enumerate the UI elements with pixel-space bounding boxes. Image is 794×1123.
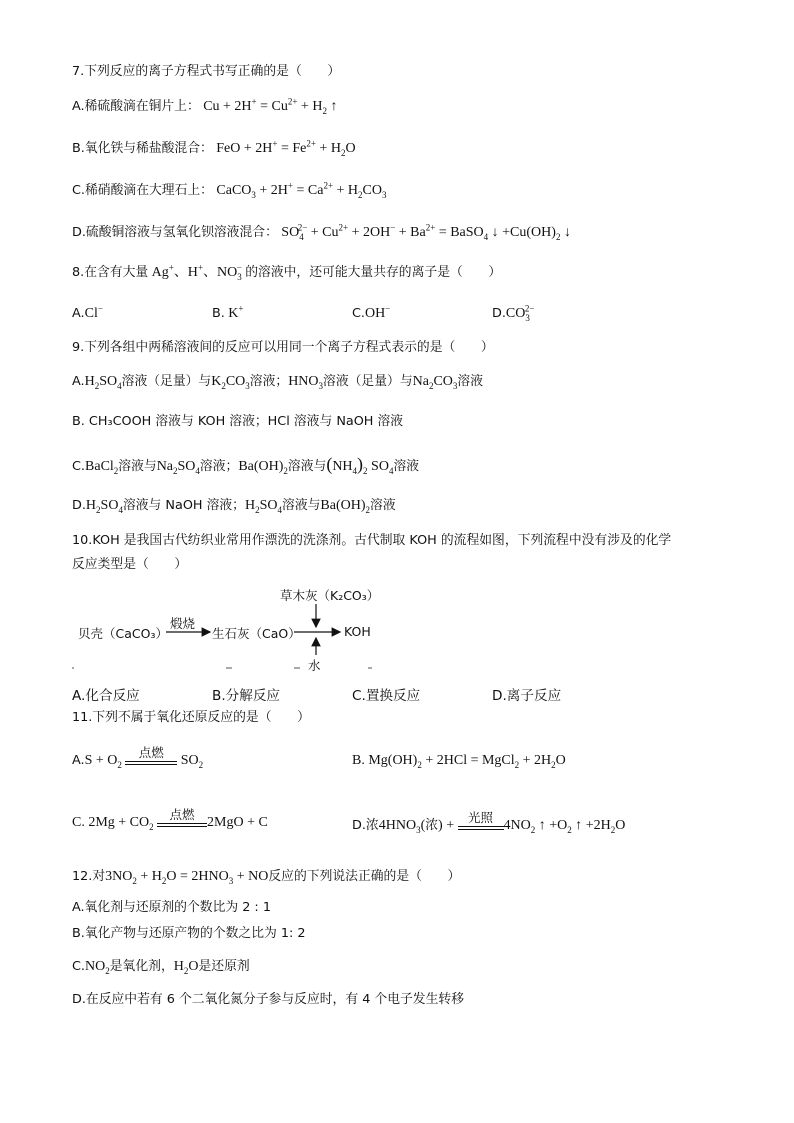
q9-a-text-3: 溶液（足量）与 <box>323 374 413 389</box>
q12-c-text-1: 是氧化剂， <box>109 959 174 974</box>
q10-option-d: D.离子反应 <box>492 688 562 704</box>
q9-c-text-4: 溶液 <box>393 459 420 474</box>
q7-option-b <box>72 138 356 159</box>
q9-c-text-2: 溶液； <box>199 459 239 474</box>
q8-a-label: A. <box>72 306 85 321</box>
q11-option-a: $A.S + O_2$ 点燃 $SO_2$ <box>72 745 204 770</box>
ignite-label: 点燃 <box>169 807 195 822</box>
q12-stem: 12.对$3NO_2 + H_2O = 2HNO_3$ + NO反应的下列说法正确的是（ ） <box>72 869 461 886</box>
q10-stem-line-2: 反应类型是（ ） <box>72 557 188 572</box>
q12-option-c: $C.NO_2$是氧化剂，$H_2O$是还原剂 <box>72 959 250 976</box>
flow-ash: 草木灰（K₂CO₃） <box>280 588 380 603</box>
q9-a-text-4: 溶液 <box>457 374 483 389</box>
q8-b-label: B. <box>212 306 225 321</box>
q11-option-b: B. $Mg(OH)_2 + 2HCl$ = MgCl$_2$ + $2H_2O$ <box>352 753 566 770</box>
q9-c-label: C. <box>72 459 86 474</box>
q11-a-label: A. <box>72 753 85 768</box>
q7-d-label: D.硫酸铜溶液与氢氧化钡溶液混合： <box>72 225 278 240</box>
q8-ions: Ag+、H+、$NO_3^-$ <box>151 262 242 282</box>
flow-calcine-label: 煅烧 <box>170 616 196 631</box>
q8-stem-a: 8.在含有大量 <box>72 265 149 280</box>
q10-option-a: A.化合反应 <box>72 688 140 704</box>
q7-b-label: B.氧化铁与稀盐酸混合： <box>72 141 213 156</box>
q8-option-d: $D.CO_3^{2-}$ <box>492 303 535 323</box>
q7-stem: 7.下列反应的离子方程式书写正确的是（ ） <box>72 64 341 79</box>
q9-a-text-1: 溶液（足量）与 <box>121 374 212 389</box>
q12-stem-a: 12.对 <box>72 869 106 884</box>
q11-option-d: D.浓$4HNO_3$(浓) + 光照 $4NO_2$ ↑ $+O_2$ ↑ $+2H_2O$ <box>352 810 626 835</box>
flow-water: 水 <box>308 658 321 673</box>
q9-a-text-2: 溶液； <box>249 374 289 389</box>
flow-shell: 贝壳（CaCO₃） <box>78 626 168 641</box>
q11-stem: 11.下列不属于氧化还原反应的是（ ） <box>72 710 310 725</box>
q7-option-d <box>72 222 571 243</box>
q9-d-text-1: 溶液与 NaOH 溶液； <box>122 498 245 513</box>
q7-c-equation: CaCO$_3$ + $2H^+ = Ca^{2+} + H_2CO_3$ <box>216 180 387 200</box>
flow-lime: 生石灰（CaO） <box>212 626 301 641</box>
q8-option-a: A.Cl− <box>72 303 103 321</box>
q8-d-label: D. <box>492 306 506 321</box>
q8-stem <box>72 262 501 283</box>
q8-c-label: C. <box>352 306 366 321</box>
q12-c-label: C. <box>72 959 86 974</box>
flow-koh: KOH <box>344 624 371 639</box>
q11-d-condition <box>458 810 504 834</box>
q7-option-c <box>72 180 386 201</box>
q8-stem-b: 的溶液中，还可能大量共存的离子是（ ） <box>245 265 502 280</box>
q12-option-a: A.氧化剂与还原剂的个数比为 2 : 1 <box>72 900 271 915</box>
q11-option-c: C. $2Mg + CO_2$ 点燃 2MgO + C <box>72 807 268 832</box>
q9-d-text-2: 溶液与 <box>282 498 321 513</box>
q7-a-label: A.稀硫酸滴在铜片上： <box>72 99 200 114</box>
q12-option-b: B.氧化产物与还原产物的个数之比为 1: 2 <box>72 926 306 941</box>
q10-stem-line-1: 10.KOH 是我国古代纺织业常用作漂洗的洗涤剂。古代制取 KOH 的流程如图，下列流程中没有涉及的化学 <box>72 533 672 548</box>
q12-stem-b: 反应的下列说法正确的是（ ） <box>268 869 461 884</box>
q7-d-equation: $SO_4^{2-} + Cu^{2+} + 2OH^- + Ba^{2+}$ = BaSO$_4$ ↓ $+Cu(OH)_2$ ↓ <box>281 222 571 242</box>
q9-option-b: B. CH₃COOH 溶液与 KOH 溶液；HCl 溶液与 NaOH 溶液 <box>72 414 404 429</box>
q8-option-b: B. K+ <box>212 303 244 321</box>
q7-b-equation: FeO + $2H^+ = Fe^{2+} + H_2O$ <box>216 138 356 158</box>
q9-option-d: $D.H_2SO_4$溶液与 NaOH 溶液；$H_2SO_4$溶液与$Ba(OH)_2$溶液 <box>72 498 396 515</box>
q10-option-b: B.分解反应 <box>212 688 281 704</box>
q12-c-text-2: 是还原剂 <box>198 959 250 974</box>
q11-c-condition <box>157 807 207 831</box>
q9-c-text-3: 溶液与 <box>287 459 327 474</box>
q9-stem: 9.下列各组中两稀溶液间的反应可以用同一个离子方程式表示的是（ ） <box>72 340 494 355</box>
q9-a-label: A. <box>72 374 85 389</box>
q9-c-text-1: 溶液与 <box>118 459 157 474</box>
q10-option-c: C.置换反应 <box>352 688 421 704</box>
q11-a-condition <box>125 745 177 769</box>
q11-d-label: D.浓 <box>352 818 379 833</box>
q7-option-a <box>72 96 337 117</box>
light-label: 光照 <box>467 810 493 825</box>
q7-c-label: C.稀硝酸滴在大理石上： <box>72 183 213 198</box>
ignite-label: 点燃 <box>138 745 164 760</box>
q12-option-d: D.在反应中若有 6 个二氧化氮分子参与反应时，有 4 个电子发生转移 <box>72 992 464 1007</box>
q10-flow-diagram <box>72 580 392 680</box>
q9-d-text-3: 溶液 <box>370 498 396 513</box>
q9-option-a: $A.H_2SO_4$溶液（足量）与$K_2CO_3$溶液；$HNO_3$溶液（足量）与$Na_2CO_3$溶液 <box>72 374 483 391</box>
q7-a-equation: $Cu + 2H^+ = Cu^{2+} + H_2$ ↑ <box>203 96 338 116</box>
q9-d-label: D. <box>72 498 86 513</box>
q9-option-c: C.BaCl$_2$溶液与$Na_2SO_4$溶液；$Ba(OH)_2$溶液与$(NH_4)_2$ $SO_4$溶液 <box>72 454 420 476</box>
q8-option-c: C.OH− <box>352 303 391 321</box>
